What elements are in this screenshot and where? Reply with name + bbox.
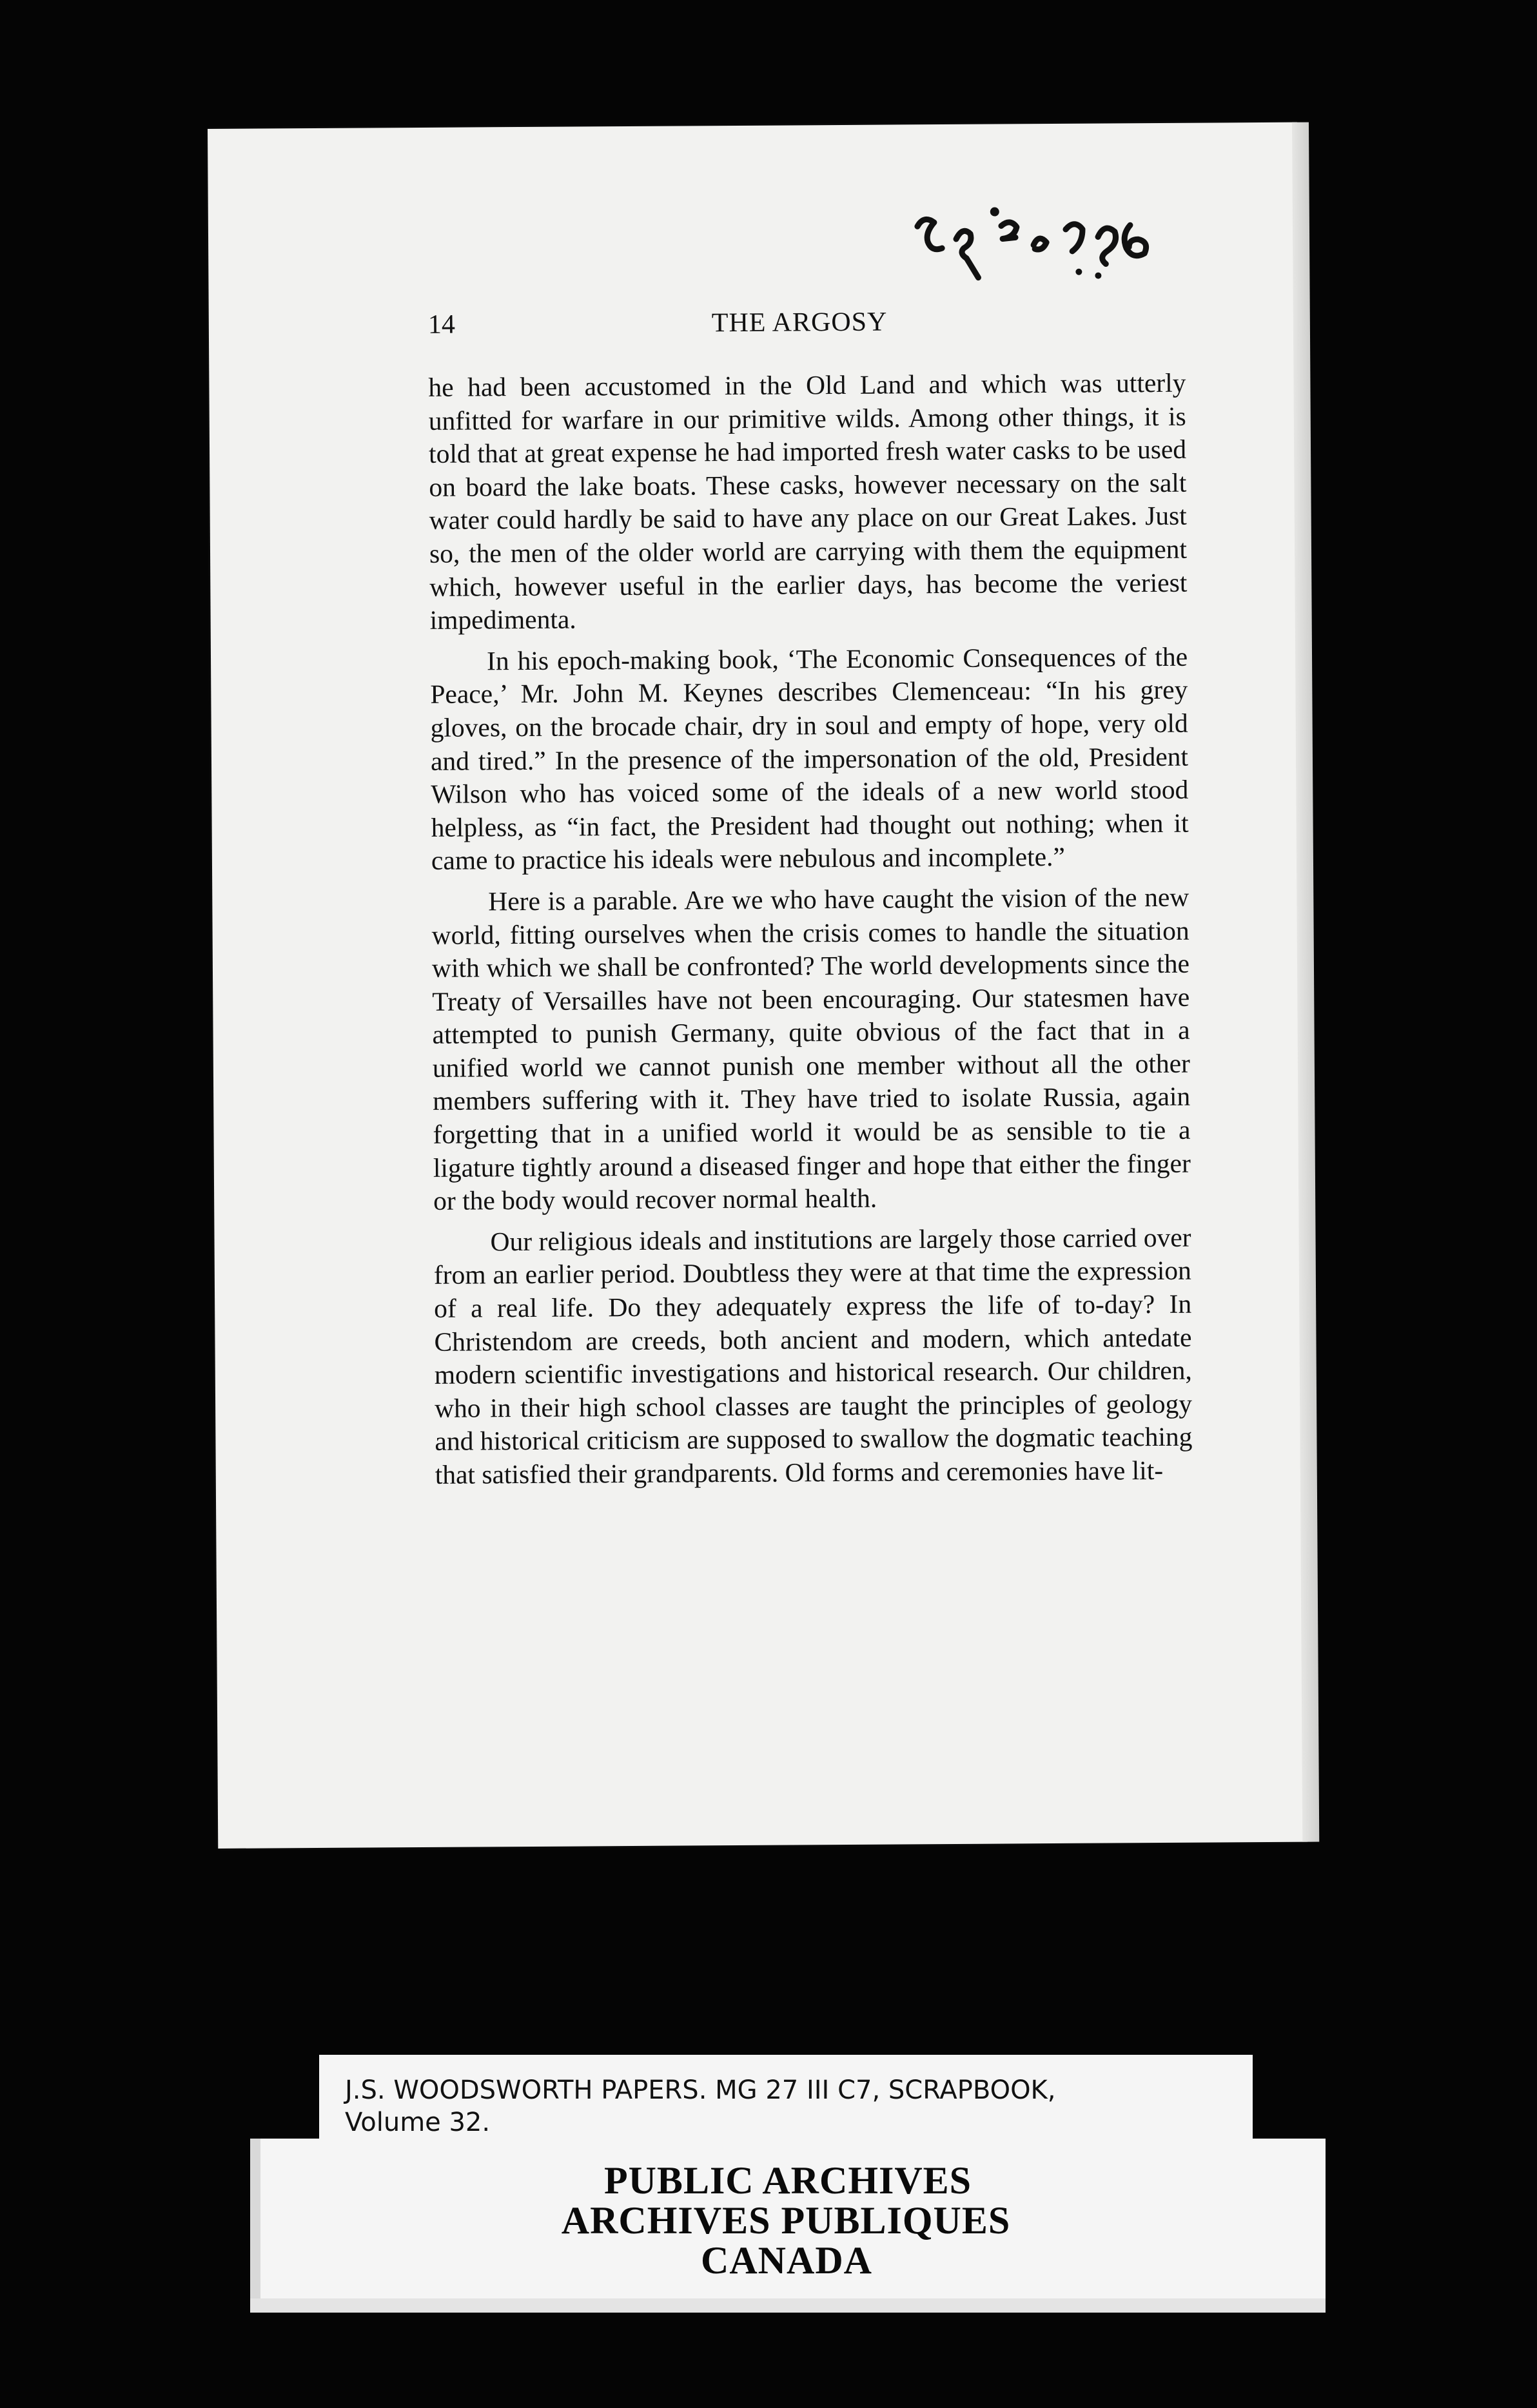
handwritten-annotation bbox=[905, 199, 1189, 285]
paragraph: he had been accustomed in the Old Land and which was utterly unfitted for warfare in our primitive wilds. Among other things, it is told that at great expense he had imported fresh water casks to be used on board the lake boats. These casks, however necessary on the salt water could hardly be said to have any place on our Great Lakes. Just so, the men of the older world are carrying with them the equipment which, however useful in the earlier days, has become the veriest impedimenta. bbox=[428, 367, 1188, 636]
stamp-bottom-strip bbox=[250, 2298, 1326, 2313]
journal-title: THE ARGOSY bbox=[711, 307, 888, 338]
stamp-left-strip bbox=[250, 2139, 260, 2313]
public-archives-stamp bbox=[250, 2139, 1326, 2313]
stamp-line-country: CANADA bbox=[701, 2239, 872, 2282]
paragraph: In his epoch-making book, ‘The Economic Consequences of the Peace,’ Mr. John M. Keynes describes Clemenceau: “In his grey gloves, on the brocade chair, dry in soul and empty of hope, very old and tired.” In the presence of the impersonation of the old, President Wilson who has voiced some of the ideals of a new world stood helpless, as “in fact, the President had thought out nothing; when it came to practice his ideals were nebulous and incomplete.” bbox=[430, 641, 1189, 876]
stamp-line-english: PUBLIC ARCHIVES bbox=[603, 2159, 972, 2202]
paragraph: Here is a parable. Are we who have caught the vision of the new world, fitting ourselves when the crisis comes to handle the situation with which we shall be confronted? The world developments since the Treaty of Versailles have not been encouraging. Our statesmen have attempted to punish Germany, quite obvious of the fact that in a unified world we cannot punish one member without all the other members suffering with it. They have tried to isolate Russia, again forgetting that in a unified world it would be as sensible to tie a ligature tightly around a diseased finger and hope that either the finger or the body would recover normal health. bbox=[431, 882, 1191, 1216]
archive-volume-line: Volume 32. bbox=[345, 2108, 491, 2137]
page-number: 14 bbox=[427, 309, 456, 340]
archive-reference-label bbox=[319, 2055, 1253, 2145]
stamp-line-french: ARCHIVES PUBLIQUES bbox=[561, 2199, 1011, 2242]
archive-reference-line: J.S. WOODSWORTH PAPERS. MG 27 III C7, SCRAPBOOK, bbox=[345, 2075, 1056, 2105]
scanned-page bbox=[208, 122, 1307, 1849]
article-body bbox=[428, 367, 1193, 1500]
paragraph: Our religious ideals and institutions are largely those carried over from an earlier period. Doubtless they were at that time the expression of a real life. Do they adequately express the life of to-day? In Christendom are creeds, both ancient and modern, which antedate modern scientific investigations and historical research. Our children, who in their high school classes are taught the principles of geology and historical criticism are supposed to swallow the dogmatic teaching that satisfied their grandparents. Old forms and ceremonies have lit- bbox=[433, 1222, 1193, 1490]
running-head bbox=[428, 305, 1189, 361]
